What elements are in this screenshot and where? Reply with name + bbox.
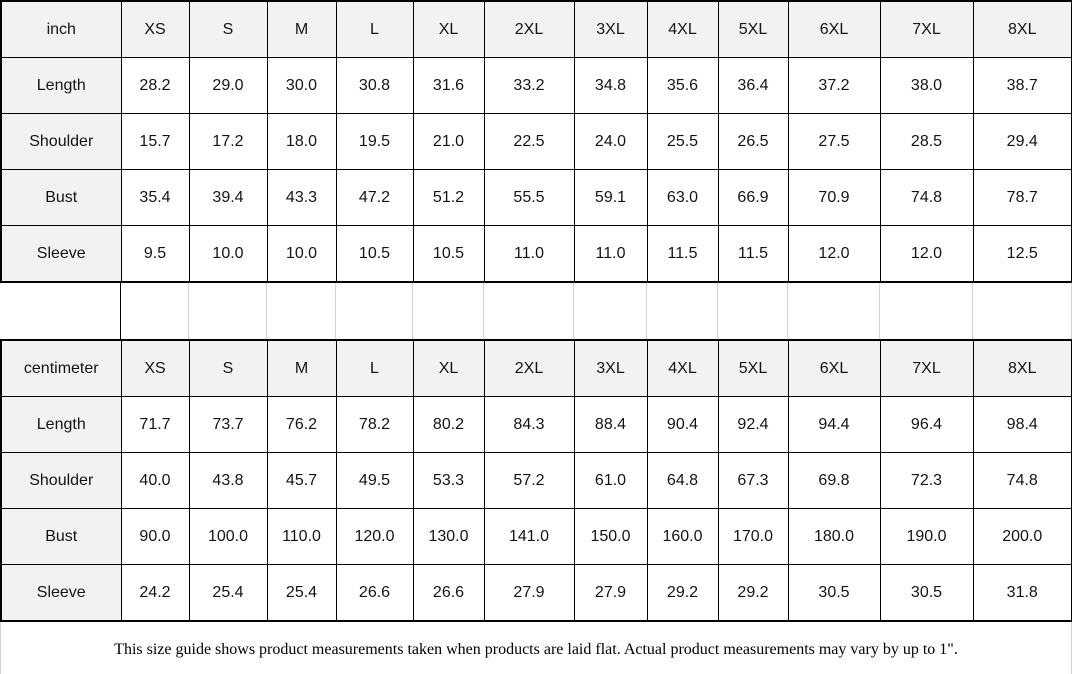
size-value-cell: 160.0 [647,509,718,565]
size-value-cell: 80.2 [413,397,484,453]
row-label-bust: Bust [1,170,121,226]
unit-label-centimeter: centimeter [1,340,121,397]
size-value-cell: 90.0 [121,509,189,565]
size-value-cell: 22.5 [484,114,574,170]
size-value-cell: 29.2 [718,565,788,622]
size-value-cell: 19.5 [336,114,413,170]
size-value-cell: 31.8 [973,565,1072,622]
spacer-cell [717,283,787,339]
inch-size-table [0,0,1072,283]
size-value-cell: 200.0 [973,509,1072,565]
size-header-cell: XS [121,340,189,397]
size-value-cell: 43.3 [267,170,336,226]
size-value-cell: 61.0 [574,453,647,509]
size-value-cell: 17.2 [189,114,267,170]
size-value-cell: 24.2 [121,565,189,622]
cm-row-length [1,397,1072,453]
cm-row-bust [1,509,1072,565]
size-value-cell: 39.4 [189,170,267,226]
size-header-cell: 3XL [574,340,647,397]
spacer-cell [879,283,972,339]
size-value-cell: 15.7 [121,114,189,170]
size-value-cell: 66.9 [718,170,788,226]
spacer-cell [787,283,879,339]
size-value-cell: 53.3 [413,453,484,509]
size-value-cell: 40.0 [121,453,189,509]
size-value-cell: 26.6 [413,565,484,622]
size-value-cell: 10.0 [189,226,267,283]
size-value-cell: 51.2 [413,170,484,226]
footer-note: This size guide shows product measurements taken when products are laid flat. Actual product measurements may vary by up to 1". [0,622,1072,674]
size-value-cell: 67.3 [718,453,788,509]
size-value-cell: 10.0 [267,226,336,283]
size-header-cell: 8XL [973,340,1072,397]
size-value-cell: 150.0 [574,509,647,565]
spacer-cell [335,283,412,339]
size-header-cell: 2XL [484,1,574,58]
size-value-cell: 29.4 [973,114,1072,170]
size-value-cell: 27.5 [788,114,880,170]
size-value-cell: 26.5 [718,114,788,170]
row-label-shoulder: Shoulder [1,114,121,170]
size-value-cell: 12.5 [973,226,1072,283]
size-value-cell: 36.4 [718,58,788,114]
size-value-cell: 59.1 [574,170,647,226]
cm-size-table [0,339,1072,622]
size-value-cell: 43.8 [189,453,267,509]
size-header-cell: L [336,1,413,58]
size-value-cell: 29.2 [647,565,718,622]
size-value-cell: 11.5 [718,226,788,283]
size-value-cell: 11.0 [574,226,647,283]
size-value-cell: 69.8 [788,453,880,509]
cm-header-row [1,340,1072,397]
size-value-cell: 21.0 [413,114,484,170]
size-value-cell: 9.5 [121,226,189,283]
size-header-cell: M [267,1,336,58]
row-label-sleeve: Sleeve [1,565,121,622]
size-value-cell: 24.0 [574,114,647,170]
size-value-cell: 70.9 [788,170,880,226]
size-value-cell: 96.4 [880,397,973,453]
size-value-cell: 63.0 [647,170,718,226]
size-value-cell: 120.0 [336,509,413,565]
size-header-cell: S [189,340,267,397]
size-header-cell: L [336,340,413,397]
size-value-cell: 35.4 [121,170,189,226]
size-value-cell: 18.0 [267,114,336,170]
size-header-cell: 7XL [880,1,973,58]
size-value-cell: 11.0 [484,226,574,283]
size-value-cell: 130.0 [413,509,484,565]
spacer-cell [483,283,573,339]
size-value-cell: 30.8 [336,58,413,114]
size-value-cell: 88.4 [574,397,647,453]
size-value-cell: 49.5 [336,453,413,509]
size-value-cell: 74.8 [973,453,1072,509]
size-value-cell: 37.2 [788,58,880,114]
spacer-cell [646,283,717,339]
size-value-cell: 78.2 [336,397,413,453]
size-value-cell: 10.5 [413,226,484,283]
size-value-cell: 74.8 [880,170,973,226]
size-value-cell: 28.2 [121,58,189,114]
size-value-cell: 98.4 [973,397,1072,453]
size-value-cell: 47.2 [336,170,413,226]
inch-row-sleeve [1,226,1072,283]
size-header-cell: 5XL [718,1,788,58]
size-header-cell: 8XL [973,1,1072,58]
size-value-cell: 30.0 [267,58,336,114]
spacer-cell [188,283,266,339]
size-value-cell: 73.7 [189,397,267,453]
size-value-cell: 35.6 [647,58,718,114]
size-value-cell: 84.3 [484,397,574,453]
size-header-cell: XL [413,340,484,397]
size-value-cell: 92.4 [718,397,788,453]
size-value-cell: 38.0 [880,58,973,114]
size-value-cell: 100.0 [189,509,267,565]
size-value-cell: 72.3 [880,453,973,509]
size-value-cell: 90.4 [647,397,718,453]
size-value-cell: 45.7 [267,453,336,509]
size-value-cell: 94.4 [788,397,880,453]
size-header-cell: 3XL [574,1,647,58]
size-header-cell: 5XL [718,340,788,397]
inch-row-length [1,58,1072,114]
size-value-cell: 31.6 [413,58,484,114]
size-value-cell: 25.5 [647,114,718,170]
size-value-cell: 76.2 [267,397,336,453]
size-value-cell: 57.2 [484,453,574,509]
size-value-cell: 34.8 [574,58,647,114]
size-header-cell: 6XL [788,340,880,397]
inch-row-bust [1,170,1072,226]
size-header-cell: S [189,1,267,58]
size-value-cell: 25.4 [189,565,267,622]
size-value-cell: 27.9 [574,565,647,622]
size-value-cell: 12.0 [788,226,880,283]
size-value-cell: 38.7 [973,58,1072,114]
inch-row-shoulder [1,114,1072,170]
size-header-cell: 6XL [788,1,880,58]
spacer-cell [412,283,483,339]
spacer-cell [0,283,120,339]
row-label-length: Length [1,397,121,453]
size-value-cell: 180.0 [788,509,880,565]
size-value-cell: 141.0 [484,509,574,565]
size-header-cell: 4XL [647,1,718,58]
size-value-cell: 170.0 [718,509,788,565]
size-header-cell: XL [413,1,484,58]
size-value-cell: 27.9 [484,565,574,622]
size-value-cell: 10.5 [336,226,413,283]
cm-row-shoulder [1,453,1072,509]
size-header-cell: 4XL [647,340,718,397]
spacer-row-table [0,283,1072,339]
size-value-cell: 78.7 [973,170,1072,226]
size-value-cell: 30.5 [788,565,880,622]
spacer-cell [573,283,646,339]
unit-label-inch: inch [1,1,121,58]
size-value-cell: 30.5 [880,565,973,622]
spacer-row [0,283,1072,339]
size-value-cell: 12.0 [880,226,973,283]
size-value-cell: 110.0 [267,509,336,565]
size-value-cell: 28.5 [880,114,973,170]
size-header-cell: M [267,340,336,397]
cm-row-sleeve [1,565,1072,622]
size-value-cell: 64.8 [647,453,718,509]
size-value-cell: 29.0 [189,58,267,114]
size-value-cell: 25.4 [267,565,336,622]
row-label-bust: Bust [1,509,121,565]
size-value-cell: 11.5 [647,226,718,283]
size-header-cell: 7XL [880,340,973,397]
spacer-cell [120,283,188,339]
spacer-cell [266,283,335,339]
size-header-cell: 2XL [484,340,574,397]
size-value-cell: 33.2 [484,58,574,114]
row-label-shoulder: Shoulder [1,453,121,509]
row-label-length: Length [1,58,121,114]
inch-header-row [1,1,1072,58]
size-value-cell: 71.7 [121,397,189,453]
spacer-cell [972,283,1071,339]
size-value-cell: 190.0 [880,509,973,565]
size-value-cell: 26.6 [336,565,413,622]
row-label-sleeve: Sleeve [1,226,121,283]
size-value-cell: 55.5 [484,170,574,226]
size-header-cell: XS [121,1,189,58]
